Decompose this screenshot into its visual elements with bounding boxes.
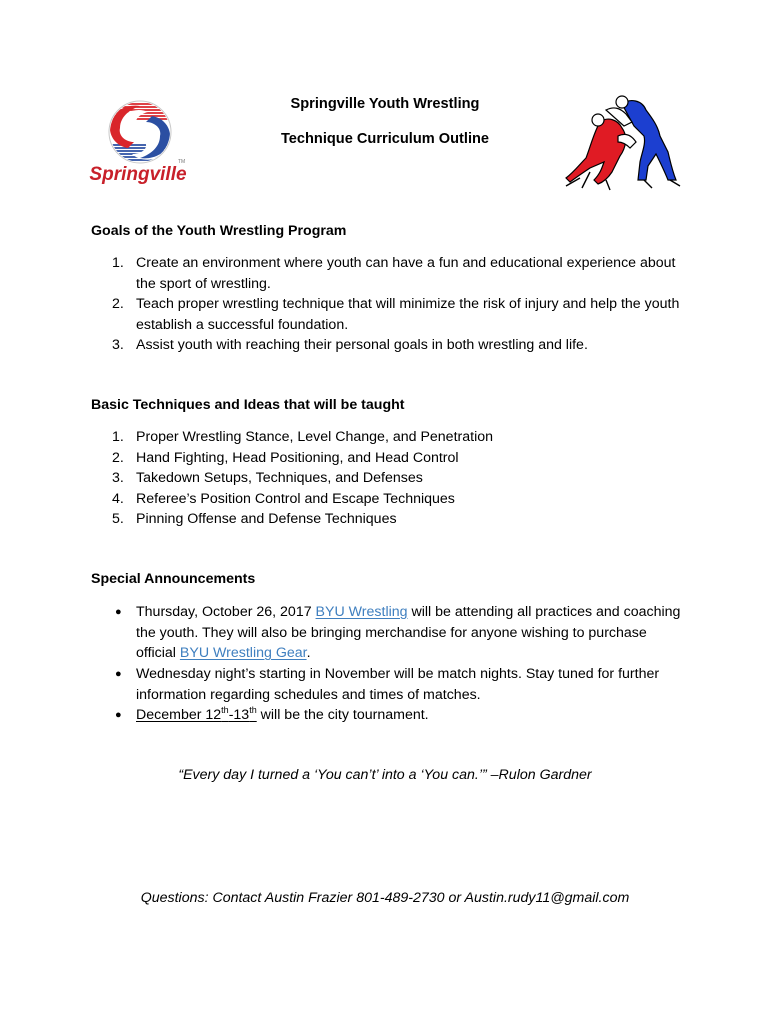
byu-wrestling-link[interactable]: BYU Wrestling <box>315 604 408 620</box>
techniques-heading: Basic Techniques and Ideas that will be taught <box>91 397 405 413</box>
list-number: 3. <box>112 470 124 486</box>
announcements-heading: Special Announcements <box>91 571 256 587</box>
document-subtitle: Technique Curriculum Outline <box>280 131 490 147</box>
announcement-text: Thursday, October 26, 2017 <box>136 604 316 620</box>
list-item-text: Pinning Offense and Defense Techniques <box>136 511 397 527</box>
bullet-icon: ● <box>115 606 122 618</box>
list-item-text: Teach proper wrestling technique that will minimize the risk of injury and help the youth <box>136 296 680 312</box>
list-item-text: establish a successful foundation. <box>136 316 349 333</box>
list-number: 1. <box>112 429 124 445</box>
byu-wrestling-gear-link[interactable]: BYU Wrestling Gear <box>179 645 307 661</box>
list-item-text: Assist youth with reaching their personal goals in both wrestling and life. <box>136 337 588 353</box>
list-item-text: Create an environment where youth can have a fun and educational experience about <box>136 255 676 271</box>
logo-trademark: TM <box>178 159 186 165</box>
list-item-text: Takedown Setups, Techniques, and Defenses <box>136 470 423 486</box>
announcement-text: information regarding schedules and times of matches. <box>136 686 481 703</box>
announcement-text: the youth. They will also be bringing merchandise for anyone wishing to purchase <box>136 624 647 641</box>
logo-text: Springville <box>89 164 187 185</box>
announcement-text: Wednesday night’s starting in November will be match nights. Stay tuned for further <box>136 666 660 682</box>
contact-line: Questions: Contact Austin Frazier 801-489-2730 or Austin.rudy11@gmail.com <box>140 890 630 906</box>
list-number: 4. <box>112 491 124 507</box>
goals-heading: Goals of the Youth Wrestling Program <box>91 223 347 239</box>
tournament-date: December 12th-13th <box>136 705 257 723</box>
list-item-text: Proper Wrestling Stance, Level Change, and Penetration <box>136 429 494 445</box>
list-number: 3. <box>112 337 124 353</box>
bullet-icon: ● <box>115 709 122 721</box>
list-number: 1. <box>112 255 124 271</box>
announcement-text: official <box>136 645 180 661</box>
quote: “Every day I turned a ‘You can’t’ into a ‘You can.’” –Rulon Gardner <box>178 767 592 783</box>
list-number: 2. <box>112 296 124 312</box>
document-title: Springville Youth Wrestling <box>290 96 480 112</box>
list-number: 5. <box>112 511 124 527</box>
list-item-text: Hand Fighting, Head Positioning, and Head Control <box>136 450 459 466</box>
announcement-text: . <box>306 645 311 661</box>
bullet-icon: ● <box>115 668 122 680</box>
announcement-text: will be the city tournament. <box>256 707 429 723</box>
list-item-text: the sport of wrestling. <box>136 275 271 292</box>
announcement-text: will be attending all practices and coaching <box>407 604 681 620</box>
list-number: 2. <box>112 450 124 466</box>
list-item-text: Referee’s Position Control and Escape Techniques <box>136 491 455 507</box>
